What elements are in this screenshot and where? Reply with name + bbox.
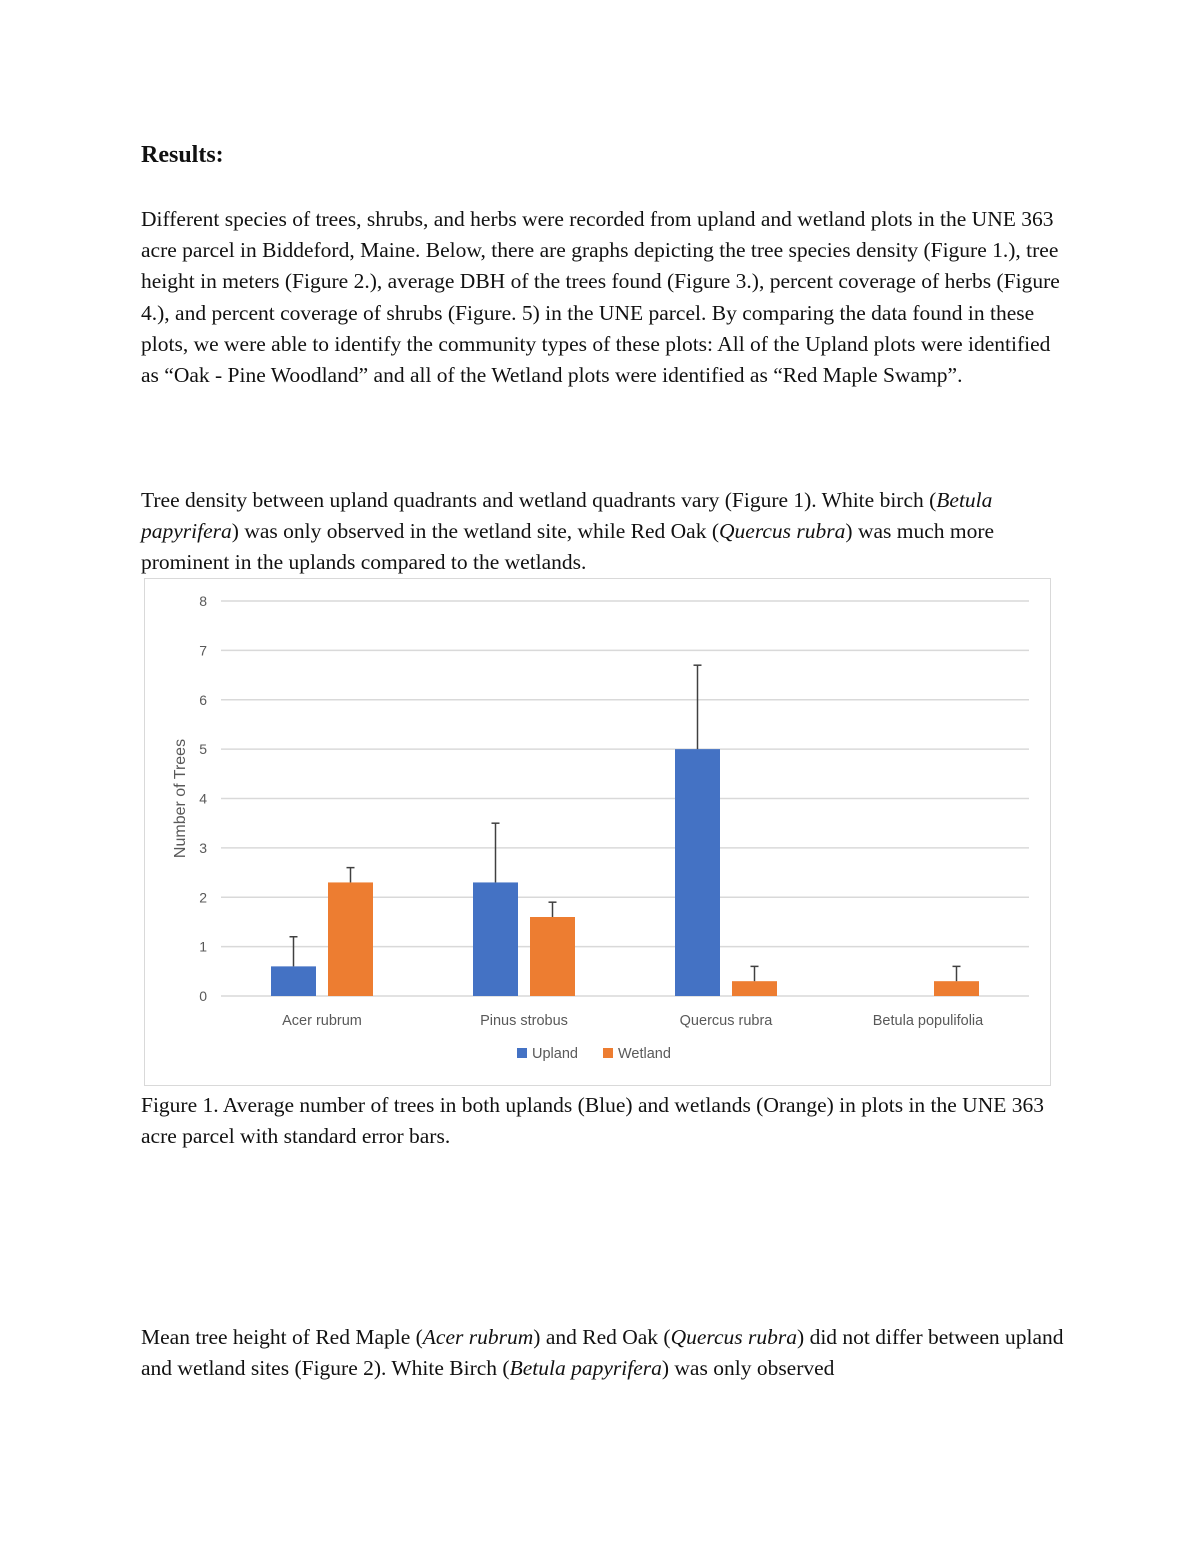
x-tick-label: Acer rubrum: [282, 1013, 362, 1029]
y-tick-label: 4: [199, 790, 207, 807]
species-name: Acer rubrum: [422, 1325, 534, 1349]
y-tick-label: 1: [199, 938, 207, 955]
text-run: Mean tree height of Red Maple (: [141, 1325, 423, 1349]
text-run: ) did not differ between upland and wetland sites (Figure 2). White Birch (: [141, 1325, 1064, 1381]
figure-1-chart: [144, 578, 1051, 1086]
text-run: ) was only observed: [661, 1356, 835, 1381]
species-name: Betula papyrifera: [141, 488, 993, 544]
y-tick-label: 0: [199, 988, 207, 1004]
y-axis-label: Number of Trees: [172, 738, 189, 859]
bar-wetland: [530, 917, 575, 996]
y-tick-label: 8: [199, 593, 207, 609]
bar-upland: [675, 749, 720, 996]
legend-swatch-wetland: [603, 1048, 613, 1058]
species-name: Quercus rubra: [719, 519, 846, 544]
y-tick-label: 5: [199, 741, 207, 758]
section-heading: Results:: [141, 142, 224, 168]
x-tick-label: Betula populifolia: [872, 1013, 984, 1029]
y-tick-label: 2: [199, 889, 207, 906]
text-run: ) and Red Oak (: [533, 1325, 671, 1349]
x-tick-label: Quercus rubra: [679, 1013, 773, 1029]
bar-wetland: [934, 981, 979, 996]
intro-paragraph: Different species of trees, shrubs, and herbs were recorded from upland and wetland plots in the UNE 363 acre parcel in Biddeford, Maine. Below, there are graphs depicting the tree species density (Figure 1.), tree height in meters (Figure 2.), average DBH of the trees found (Figure 3.), percent coverage of herbs (Figure 4.), and percent coverage of shrubs (Figure. 5) in the UNE parcel. By comparing the data found in these plots, we were able to identify the community types of these plots: All of the Upland plots were identified as “Oak - Pine Woodland” and all of the Wetland plots were identified as “Red Maple Swamp”.: [141, 207, 1060, 388]
species-name: Quercus rubra: [670, 1325, 798, 1349]
legend-label: Upland: [532, 1046, 578, 1062]
tree-density-paragraph: [141, 485, 1071, 579]
bar-wetland: [328, 882, 373, 996]
bar-upland: [271, 966, 316, 996]
text-run: ) was much more prominent in the uplands compared to the wetlands.: [141, 519, 995, 575]
text-run: Tree density between upland quadrants and wetland quadrants vary (Figure 1). White birch (: [141, 488, 937, 512]
tree-height-paragraph: [141, 1322, 1071, 1384]
text-run: ) was only observed in the wetland site, while Red Oak (: [231, 519, 719, 544]
bar-upland: [473, 882, 518, 996]
figure-caption: Figure 1. Average number of trees in both uplands (Blue) and wetlands (Orange) in plots in the UNE 363 acre parcel with standard error bars.: [141, 1093, 1044, 1149]
y-tick-label: 6: [199, 691, 207, 708]
x-tick-label: Pinus strobus: [480, 1013, 568, 1029]
y-tick-label: 3: [199, 839, 207, 856]
legend-label: Wetland: [618, 1046, 671, 1062]
bar-wetland: [732, 981, 777, 996]
bar-chart-svg: [145, 579, 1050, 1085]
species-name: Betula papyrifera: [509, 1356, 662, 1381]
legend-swatch-upland: [517, 1048, 527, 1058]
y-tick-label: 7: [199, 642, 207, 659]
